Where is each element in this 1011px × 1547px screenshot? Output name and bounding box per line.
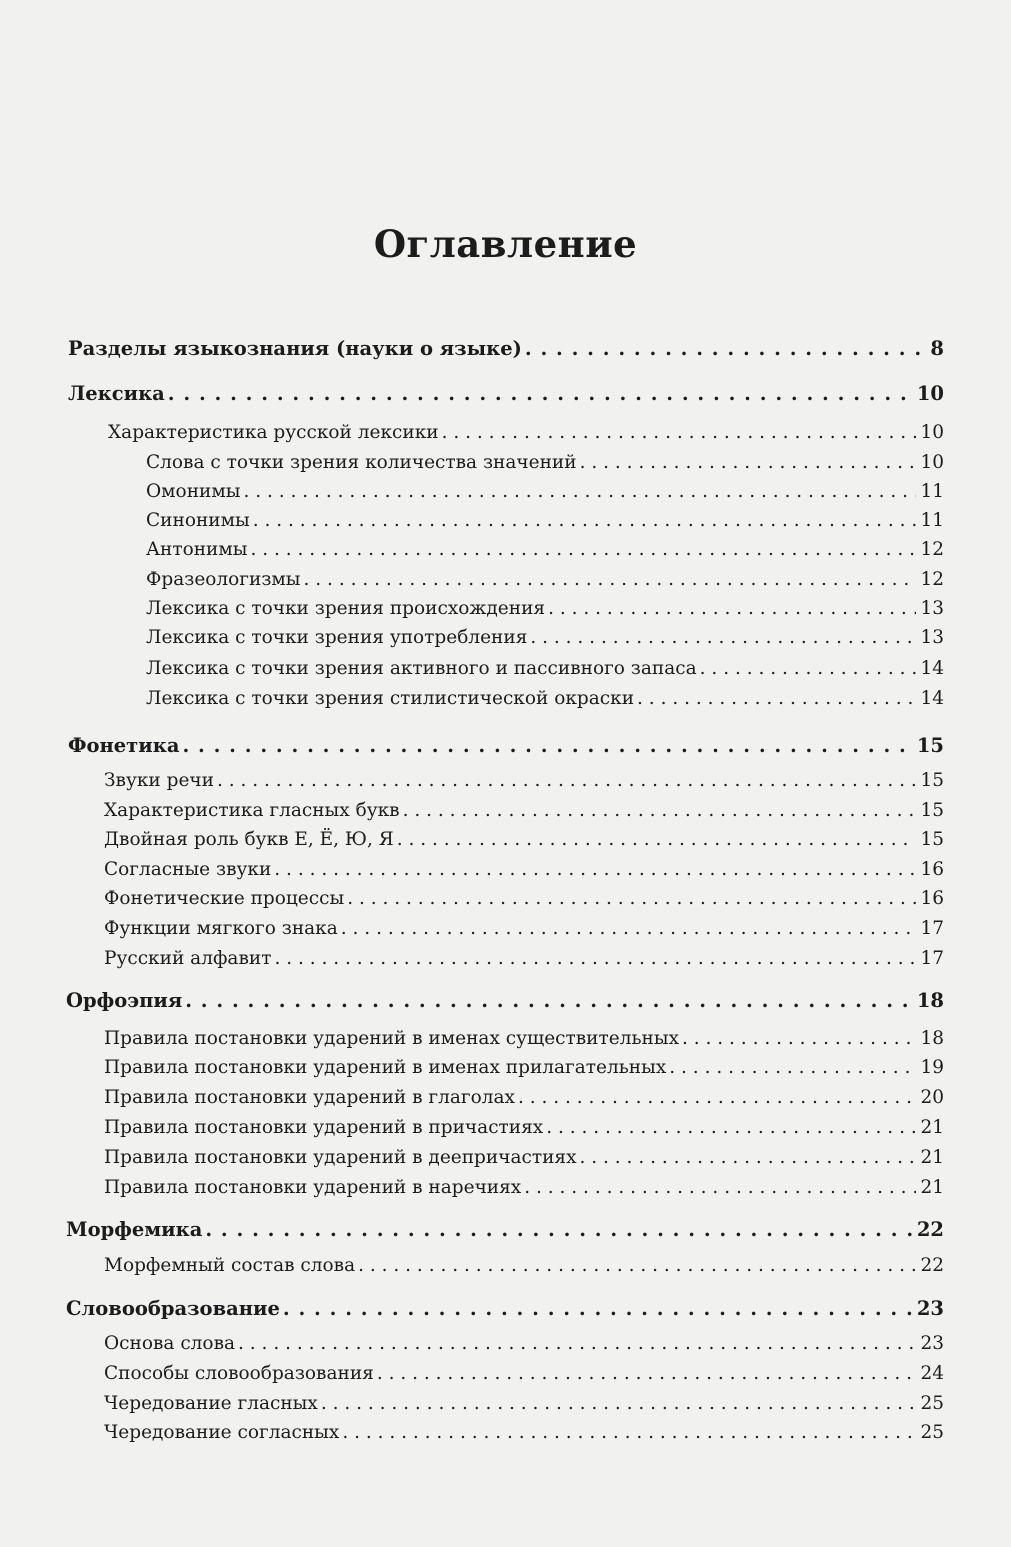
toc-entry: Основа слова . . . 23 xyxy=(104,1329,944,1359)
toc-entry: Правила постановки ударений в именах прилагательных . . . 19 xyxy=(104,1053,944,1083)
toc-entry: Правила постановки ударений в причастиях . . . 21 xyxy=(104,1113,944,1143)
toc-entry: Лексика с точки зрения происхождения . . . 13 xyxy=(146,594,944,624)
toc-entry: Морфемный состав слова . . . 22 xyxy=(104,1251,944,1281)
toc-section-fonetika: Фонетика . . . 15 xyxy=(68,731,944,761)
toc-entry: Чередование согласных . . . 25 xyxy=(104,1418,944,1448)
toc-entry: Характеристика русской лексики . . . 10 xyxy=(108,418,944,448)
toc-entry: Лексика с точки зрения употребления . . . 13 xyxy=(146,623,944,653)
toc-entry: Фонетические процессы . . . 16 xyxy=(104,884,944,914)
toc-section-morfemika: Морфемика . . . 22 xyxy=(66,1215,944,1245)
toc-entry: Фразеологизмы . . . 12 xyxy=(146,565,944,595)
page-title: Оглавление xyxy=(373,222,638,266)
toc-entry: Слова с точки зрения количества значений . . . 10 xyxy=(146,448,944,478)
toc-entry: Правила постановки ударений в глаголах . . . 20 xyxy=(104,1083,944,1113)
toc-entry: Лексика с точки зрения активного и пассивного запаса . . . 14 xyxy=(146,654,944,684)
toc-entry: Правила постановки ударений в наречиях . . . 21 xyxy=(104,1173,944,1203)
toc-entry: Синонимы . . . 11 xyxy=(146,506,944,536)
toc-entry: Характеристика гласных букв . . . 15 xyxy=(104,796,944,826)
toc-entry: Чередование гласных . . . 25 xyxy=(104,1389,944,1419)
toc-entry: Звуки речи . . . 15 xyxy=(104,766,944,796)
toc-entry: Антонимы . . . 12 xyxy=(146,535,944,565)
toc-entry: Функции мягкого знака . . . 17 xyxy=(104,914,944,944)
toc-section-slovoobrazovanie: Словообразование . . . 23 xyxy=(66,1294,944,1324)
toc-entry: Согласные звуки . . . 16 xyxy=(104,855,944,885)
toc-entry: Правила постановки ударений в деепричастиях . . . 21 xyxy=(104,1143,944,1173)
toc-section-leksika: Лексика . . . 10 xyxy=(68,379,944,409)
toc-section-orfoepiya: Орфоэпия . . . 18 xyxy=(66,986,944,1016)
toc-section-razdely: Разделы языкознания (науки о языке) . . . 8 xyxy=(68,334,944,364)
toc-entry: Двойная роль букв Е, Ё, Ю, Я . . . 15 xyxy=(104,825,944,855)
toc-entry: Правила постановки ударений в именах существительных . . . 18 xyxy=(104,1024,944,1054)
toc-entry: Русский алфавит . . . 17 xyxy=(104,944,944,974)
toc-entry: Омонимы . . . 11 xyxy=(146,477,944,507)
toc-entry: Способы словообразования . . . 24 xyxy=(104,1359,944,1389)
toc-entry: Лексика с точки зрения стилистической окраски . . . 14 xyxy=(146,684,944,714)
